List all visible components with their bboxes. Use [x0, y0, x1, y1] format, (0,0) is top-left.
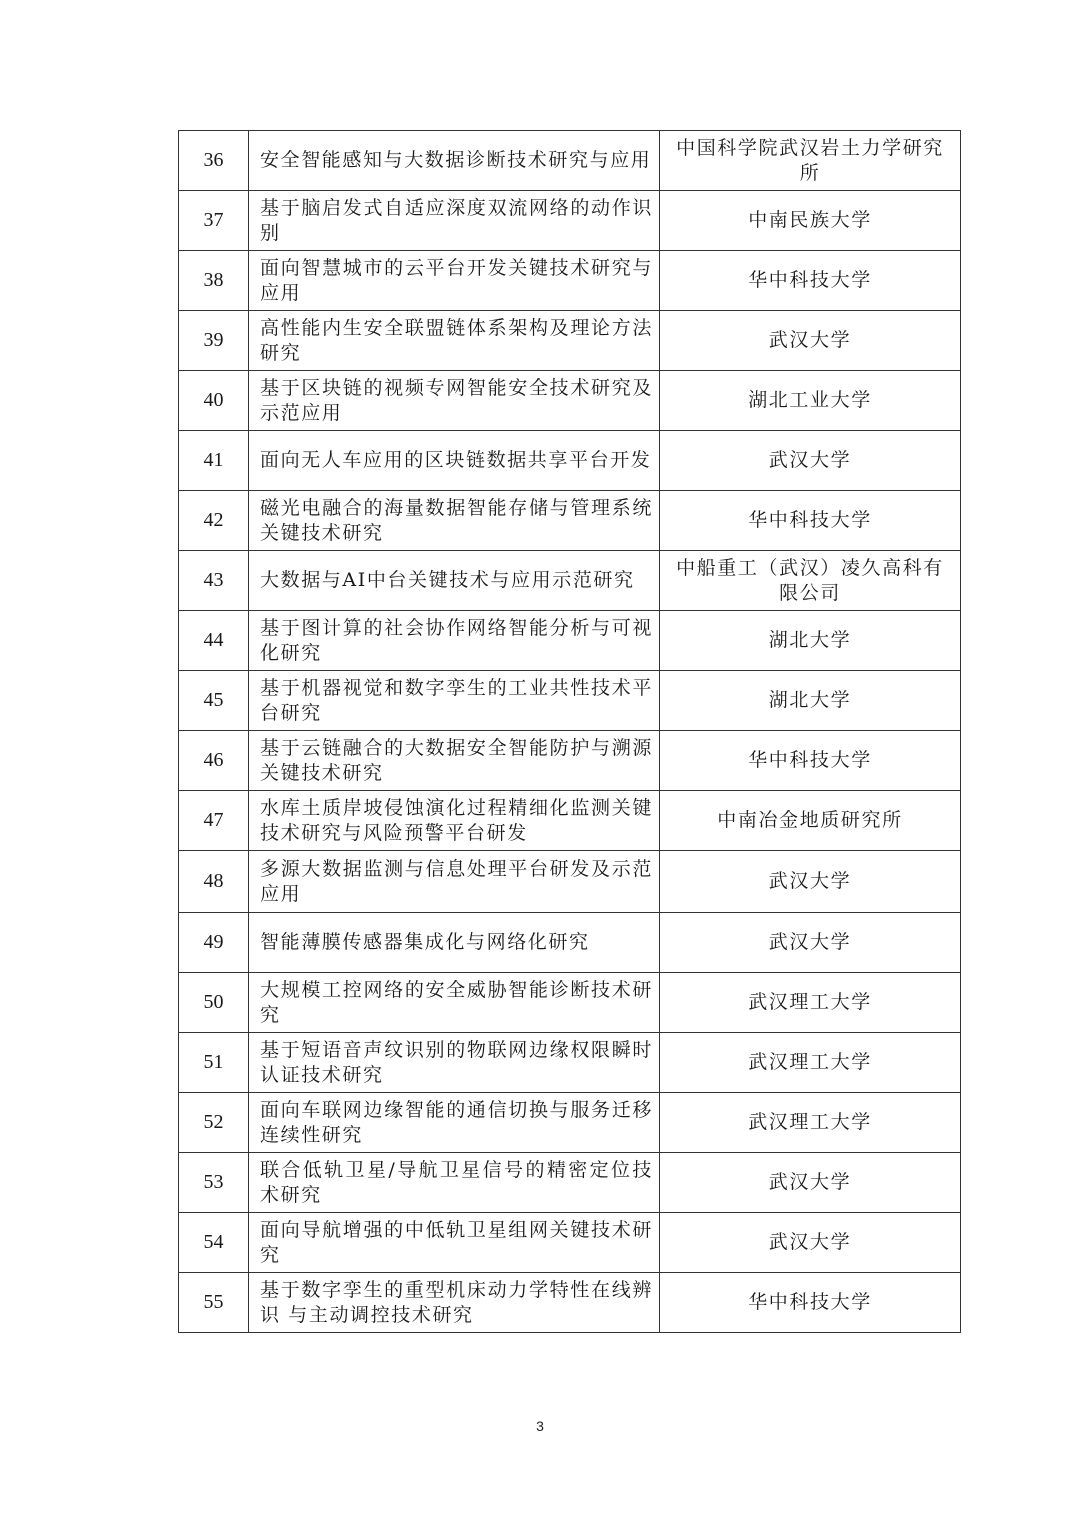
- row-number: 49: [179, 913, 249, 973]
- table-row: [179, 311, 961, 371]
- row-number: 48: [179, 851, 249, 913]
- row-number: 43: [179, 551, 249, 611]
- table-row: [179, 1273, 961, 1333]
- table-row: [179, 1153, 961, 1213]
- table-row: [179, 1093, 961, 1153]
- table-row: [179, 1033, 961, 1093]
- row-number: 38: [179, 251, 249, 311]
- project-title: 高性能内生安全联盟链体系架构及理论方法研究: [249, 311, 660, 371]
- organization: 武汉大学: [660, 851, 961, 913]
- table-row: [179, 491, 961, 551]
- project-title: 基于云链融合的大数据安全智能防护与溯源关键技术研究: [249, 731, 660, 791]
- organization: 武汉大学: [660, 1213, 961, 1273]
- organization: 武汉理工大学: [660, 973, 961, 1033]
- row-number: 46: [179, 731, 249, 791]
- organization: 华中科技大学: [660, 1273, 961, 1333]
- table-row: [179, 251, 961, 311]
- row-number: 45: [179, 671, 249, 731]
- organization: 湖北大学: [660, 611, 961, 671]
- organization: 华中科技大学: [660, 491, 961, 551]
- row-number: 40: [179, 371, 249, 431]
- table-row: [179, 1213, 961, 1273]
- row-number: 53: [179, 1153, 249, 1213]
- project-title: 基于图计算的社会协作网络智能分析与可视化研究: [249, 611, 660, 671]
- table-row: [179, 671, 961, 731]
- project-title: 基于脑启发式自适应深度双流网络的动作识别: [249, 191, 660, 251]
- row-number: 44: [179, 611, 249, 671]
- project-table: [178, 130, 961, 1333]
- organization: 武汉大学: [660, 1153, 961, 1213]
- organization: 武汉大学: [660, 311, 961, 371]
- table-row: [179, 973, 961, 1033]
- table-row: [179, 731, 961, 791]
- organization: 武汉理工大学: [660, 1093, 961, 1153]
- organization: 中船重工（武汉）凌久高科有限公司: [660, 551, 961, 611]
- row-number: 47: [179, 791, 249, 851]
- project-title: 大数据与AI中台关键技术与应用示范研究: [249, 551, 660, 611]
- organization: 中国科学院武汉岩土力学研究所: [660, 131, 961, 191]
- row-number: 36: [179, 131, 249, 191]
- organization: 武汉大学: [660, 431, 961, 491]
- row-number: 39: [179, 311, 249, 371]
- row-number: 37: [179, 191, 249, 251]
- page-number: 3: [536, 1418, 544, 1434]
- row-number: 50: [179, 973, 249, 1033]
- row-number: 54: [179, 1213, 249, 1273]
- project-title: 面向无人车应用的区块链数据共享平台开发: [249, 431, 660, 491]
- table-row: [179, 551, 961, 611]
- project-title: 智能薄膜传感器集成化与网络化研究: [249, 913, 660, 973]
- organization: 中南民族大学: [660, 191, 961, 251]
- table-row: [179, 431, 961, 491]
- project-title: 多源大数据监测与信息处理平台研发及示范应用: [249, 851, 660, 913]
- organization: 华中科技大学: [660, 731, 961, 791]
- project-title: 面向车联网边缘智能的通信切换与服务迁移连续性研究: [249, 1093, 660, 1153]
- organization: 湖北大学: [660, 671, 961, 731]
- project-title: 水库土质岸坡侵蚀演化过程精细化监测关键技术研究与风险预警平台研发: [249, 791, 660, 851]
- table-row: [179, 791, 961, 851]
- table-row: [179, 913, 961, 973]
- row-number: 55: [179, 1273, 249, 1333]
- organization: 武汉理工大学: [660, 1033, 961, 1093]
- project-title: 面向智慧城市的云平台开发关键技术研究与应用: [249, 251, 660, 311]
- organization: 湖北工业大学: [660, 371, 961, 431]
- project-title: 联合低轨卫星/导航卫星信号的精密定位技术研究: [249, 1153, 660, 1213]
- organization: 华中科技大学: [660, 251, 961, 311]
- row-number: 42: [179, 491, 249, 551]
- project-title: 基于数字孪生的重型机床动力学特性在线辨识 与主动调控技术研究: [249, 1273, 660, 1333]
- table-row: [179, 371, 961, 431]
- row-number: 52: [179, 1093, 249, 1153]
- table-row: [179, 611, 961, 671]
- row-number: 41: [179, 431, 249, 491]
- project-title: 大规模工控网络的安全威胁智能诊断技术研究: [249, 973, 660, 1033]
- table-row: [179, 191, 961, 251]
- project-title: 磁光电融合的海量数据智能存储与管理系统关键技术研究: [249, 491, 660, 551]
- project-title: 面向导航增强的中低轨卫星组网关键技术研究: [249, 1213, 660, 1273]
- organization: 中南冶金地质研究所: [660, 791, 961, 851]
- project-title: 基于机器视觉和数字孪生的工业共性技术平台研究: [249, 671, 660, 731]
- project-title: 安全智能感知与大数据诊断技术研究与应用: [249, 131, 660, 191]
- table-row: [179, 851, 961, 913]
- organization: 武汉大学: [660, 913, 961, 973]
- row-number: 51: [179, 1033, 249, 1093]
- project-title: 基于短语音声纹识别的物联网边缘权限瞬时认证技术研究: [249, 1033, 660, 1093]
- project-table-body: [179, 131, 961, 1333]
- table-row: [179, 131, 961, 191]
- project-title: 基于区块链的视频专网智能安全技术研究及示范应用: [249, 371, 660, 431]
